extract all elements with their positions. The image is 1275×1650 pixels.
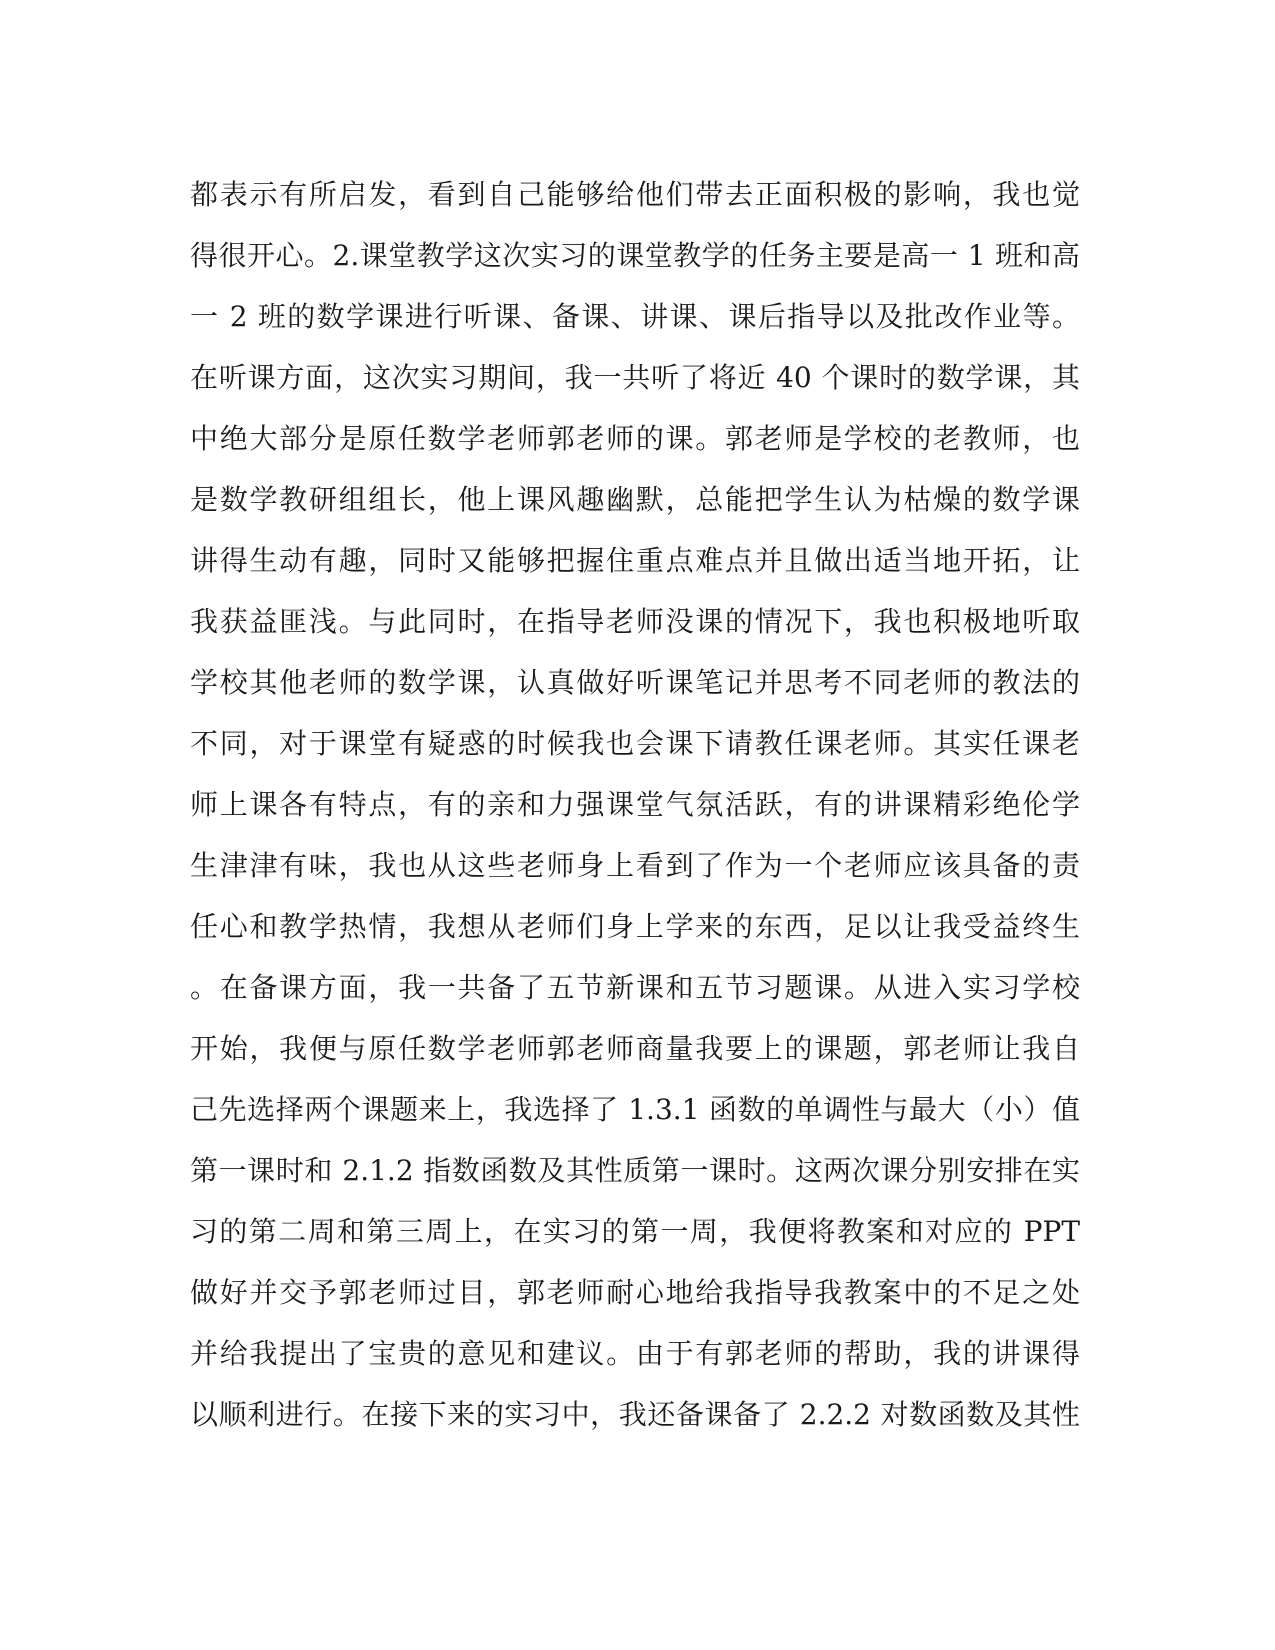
text-line-4: 在听课方面，这次实习期间，我一共听了将近 40 个课时的数学课，其 — [190, 361, 1080, 394]
text-line-10: 不同，对于课堂有疑惑的时候我也会课下请教任课老师。其实任课老 — [190, 727, 1080, 760]
text-line-3: 一 2 班的数学课进行听课、备课、讲课、课后指导以及批改作业等。 — [190, 300, 1080, 333]
text-line-20: 并给我提出了宝贵的意见和建议。由于有郭老师的帮助，我的讲课得 — [190, 1337, 1080, 1370]
text-line-1: 都表示有所启发，看到自己能够给他们带去正面积极的影响，我也觉 — [190, 178, 1080, 211]
text-line-5: 中绝大部分是原任数学老师郭老师的课。郭老师是学校的老教师，也 — [190, 422, 1080, 455]
text-line-13: 任心和教学热情，我想从老师们身上学来的东西，足以让我受益终生 — [190, 910, 1080, 943]
text-line-18: 习的第二周和第三周上，在实习的第一周，我便将教案和对应的 PPT — [190, 1215, 1080, 1248]
text-line-6: 是数学教研组组长，他上课风趣幽默，总能把学生认为枯燥的数学课 — [190, 483, 1080, 516]
text-line-16: 己先选择两个课题来上，我选择了 1.3.1 函数的单调性与最大（小）值 — [190, 1093, 1080, 1126]
text-line-2: 得很开心。2.课堂教学这次实习的课堂教学的任务主要是高一 1 班和高 — [190, 239, 1080, 272]
text-line-17: 第一课时和 2.1.2 指数函数及其性质第一课时。这两次课分别安排在实 — [190, 1154, 1080, 1187]
text-line-8: 我获益匪浅。与此同时，在指导老师没课的情况下，我也积极地听取 — [190, 605, 1080, 638]
text-line-21: 以顺利进行。在接下来的实习中，我还备课备了 2.2.2 对数函数及其性 — [190, 1398, 1080, 1431]
text-line-9: 学校其他老师的数学课，认真做好听课笔记并思考不同老师的教法的 — [190, 666, 1080, 699]
text-line-14: 。在备课方面，我一共备了五节新课和五节习题课。从进入实习学校 — [190, 971, 1080, 1004]
text-line-7: 讲得生动有趣，同时又能够把握住重点难点并且做出适当地开拓，让 — [190, 544, 1080, 577]
text-line-11: 师上课各有特点，有的亲和力强课堂气氛活跃，有的讲课精彩绝伦学 — [190, 788, 1080, 821]
text-line-15: 开始，我便与原任数学老师郭老师商量我要上的课题，郭老师让我自 — [190, 1032, 1080, 1065]
text-line-12: 生津津有味，我也从这些老师身上看到了作为一个老师应该具备的责 — [190, 849, 1080, 882]
body-text — [190, 164, 1090, 1445]
text-line-19: 做好并交予郭老师过目，郭老师耐心地给我指导我教案中的不足之处 — [190, 1276, 1080, 1309]
